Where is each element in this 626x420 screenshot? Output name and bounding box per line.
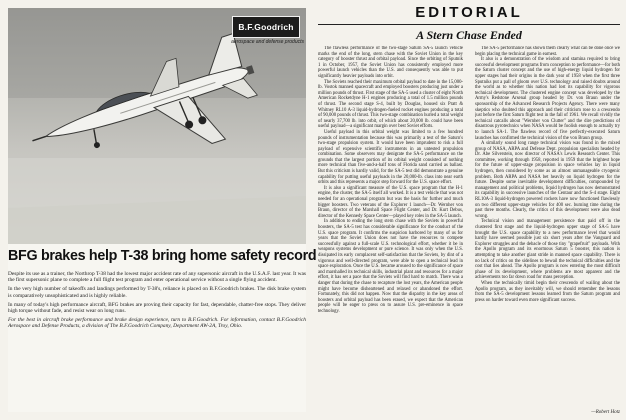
ad-paragraph: In the very high number of takeoffs and landings performed by T-38's, reliance is placed on B.F.Goodrich brakes. The disk brake system is comparatively unsophisticated and is highly reliable. [8, 286, 306, 299]
ad-tagline: aerospace and defense products [231, 39, 304, 45]
editorial-page [318, 4, 620, 416]
editorial-paragraph: It also is a demonstration of the wisdom and stamina required to bring successful development programs from conception to performance—for both the Saturn cluster concept and the use of high-energy liquid hydrogen for upper stages had their origins in the dark year of 1958 when the first three Sputniks put a pall of gloom over U.S. technology and raised doubts around the world as to whether this nation had lost its capability for vigorous technical development. The clustered engine concept was developed by the Army's Redstone Arsenal group headed by Dr. von Braun under the sponsorship of the Advanced Research Projects Agency. There were many skeptics who doubted this approach and their criticism rose to a crescendo just before the first Saturn flight test in the fall of 1961. We recall vividly the technical catcalls about "Wernher von Clutter" and the dire predictions of disastrous pyrotechnics when NASA would be foolish enough to actually try to launch SA-1. The flawless record of five perfectly-executed Saturn launches has confirmed the technical vision of the von Braun group. [475, 57, 620, 141]
bfgoodrich-logo [232, 16, 300, 38]
editorial-right-column [475, 46, 620, 416]
editorial-paragraph: Technical vision and management persistence that paid off in the clustered first stage and the liquid-hydrogen upper stage of SA-5 have brought the U.S. space capability to a new performance level that would hardly have seemed possible just six short years after the Vanguard and Explorer struggles and the debacle of those tiny "grapefruit" payloads. With the Apollo program and its enormous Saturn 5 booster, this nation is attempting to take another giant stride in manned space capability. There is no lack of critics on the sidelines to bewail the technical difficulties and the cost that lies ahead. The Apollo program is now entering the most difficult phase of its development, where problems are most apparent and the achievements too far down road for mass perception. [475, 219, 620, 281]
author-signature: —Robert Hotz [591, 410, 620, 416]
editorial-paragraph: It is also a significant measure of the U.S. space program that the H-1 engine, the cluster, the SA-5 itself all worked. It is a test vehicle that was not needed for an operational program but was the basis for further and much bigger boosters. Two veterans of the Explorer 1 launch—Dr. Wernher von Braun, director of the Marshall Space Flight Center, and Dr. Kurt Debus, director of the Kennedy Space Center—played key roles in the SA-5 launch. [318, 185, 463, 219]
editorial-paragraph: The flawless performance of the two-stage Saturn SA-5 launch vehicle marks the end of the long, stern chase with the Soviet Union in the key category of booster thrust and orbital payload. Since the orbiting of Sputnik 1 in October, 1957, the Soviet Union has consistently employed more powerful launch vehicles than the U.S. and consequently was able to put significantly heavier payloads into orbit. [318, 46, 463, 79]
editorial-paragraph: Useful payload in this orbital weight was limited to a few hundred pounds of instrumentation because this was primarily a test of the Saturn's two-stage propulsion system. It would have been imprudent to risk a full payload of expensive scientific instruments in an untested propulsion combination. Some observers may denigrate the SA-5 performance on the grounds that the largest portion of its orbital weight consisted of nothing more technical than five-and-a-half tons of Florida sand carried as ballast. But this criticism is hardly valid, for the SA-5 test did demonstrate a genuine capability for putting useful payloads in the 20,000-lb. class into near earth orbits and this represents a major step forward for the U.S. space effort. [318, 129, 463, 186]
ad-paragraph: In many of today's high performance aircraft, BFG brakes are proving their capacity for fast, dependable, chatter-free stops. They deliver high torque without fade, and resist wear on long runs. [8, 301, 306, 315]
ad-paragraph: Despite its use as a trainer, the Northrop T-38 had the lowest major accident rate of any supersonic aircraft in the U.S.A.F. last year. It was the first supersonic plane to complete a full flight test program and enter operational service without a single flying accident. [8, 271, 306, 284]
editorial-paragraph: When the technically timid begin their crescendo of wailing about the Apollo program, as they inevitably will, we should remember the lessons from the SA-5 development lessons learned from the Saturn program and press on harder toward even more significant success. [475, 280, 620, 303]
logo-text: B.F.Goodrich [238, 22, 294, 32]
goodrich-advertisement [8, 8, 317, 412]
editorial-paragraph: A similarly sound long range technical vision was found in the mixed group of NASA, ARPA and Defense Dept. propulsion specialists headed by Dr. Abe Silverstein, now director of NASA's Lewis Research Center. This committee, working through 1958, reported in 1959 that the brightest hope for the future of upper-stage propulsion in space vehicles lay in liquid hydrogen, then considered by some as an almost unmanageable cryogenic problem. Both ARPA and NASA bet heavily on liquid hydrogen for the future. Despite some inevitable development difficulties, compounded by management and political problems, liquid hydrogen has now demonstrated its capability in successive launches of the Centaur and the S-4 stage. Eight RL10A-3 liquid-hydrogen powered rockets have now functioned flawlessly on two different upper-stage vehicles for 400 sec. burning time during the past three months. Clearly, the critics of this development were also dead wrong. [475, 141, 620, 219]
editorial-paragraph: The Soviets reached their maximum orbital payload to date in the 15,000-lb. Vostok manned spacecraft and employed boosters producing just under a million pounds of thrust. First stage of the SA-5 used a cluster of eight North American Rocketdyne H-1 engines producing a total of 1.5 million pounds of thrust. The second stage S-4, built by Douglas, housed six Pratt & Whitney RL10 A-3 liquid-hydrogen-fueled rocket engines producing a total of 90,000 pounds of thrust. This two-stage combination hurled a total weight of nearly 37,700 lb. into orbit, of which about 20,000 lb. could have been useful payload—a significant margin over best Soviet efforts. [318, 79, 463, 130]
editorial-paragraph: In addition to ending the long stern chase with the Soviets in powerful boosters, the SA-5 test has considerable significance for the conduct of the U.S. space program. It confirms the suspicion harbored by many of us for years that the Soviet Union does not have the resources to compete successfully against a full-scale U.S. technological effort, whether it be in weapons systems development or pure science. It was only when the U.S. dissipated its early complacent self-satisfaction that the Soviets, by dint of a vigorous and well-directed program, were able to open a technical lead in space exploration. Once the U.S. became aroused to the significance of space and marshalled its technical skills, industrial plant and resources for a major effort, it has set a pace that the Soviets will find hard to match. There was a danger that during the chase to recapture the lost years, the American people might have become disheartened and relaxed or abandoned the effort. Fortunately, this did not happen. Now that the disparity in the key areas of boosters and orbital payload has been erased, we expect that the American people will be eager to press on to assure U.S. pre-eminence in space technology. [318, 219, 463, 314]
title-divider [318, 24, 620, 25]
ad-headline: BFG brakes help T-38 bring home safety record [8, 248, 317, 264]
t38-aircraft-photo [8, 8, 306, 244]
ad-paragraph: For the best in aircraft brake performance and brake design experience, turn to B.F.Goodrich. For information, contact B.F.Goodrich Aerospace and Defense Products, a division of The B.F.Goodrich Company, Department AW-2A, Troy, Ohio. [8, 316, 306, 330]
editorial-paragraph: The SA-5 performance has shown them clearly what can be done once we begin placing the technical game in earnest. [475, 46, 620, 57]
editorial-headline: A Stern Chase Ended [416, 28, 522, 42]
editorial-left-column [318, 46, 463, 416]
section-title: EDITORIAL [415, 4, 523, 21]
ad-body-copy [8, 271, 306, 332]
